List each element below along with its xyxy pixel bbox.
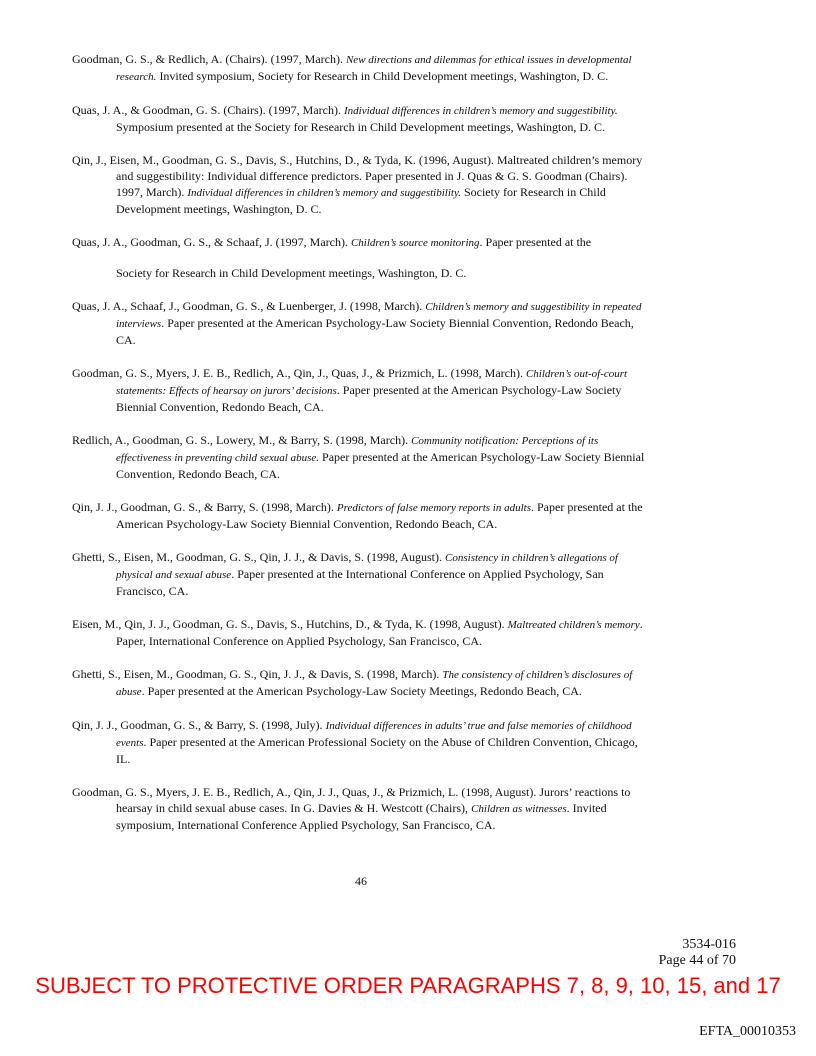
reference-entry: Ghetti, S., Eisen, M., Goodman, G. S., Qin, J. J., & Davis, S. (1998, March). The consistency of children’s disclosures of abuse. Paper presented at the American Psychology-Law Society Meetings, Redondo Beach, CA. — [72, 667, 633, 698]
case-number: 3534-016 — [682, 937, 736, 952]
reference-entry: Ghetti, S., Eisen, M., Goodman, G. S., Qin, J. J., & Davis, S. (1998, August). Consistency in children’s allegations of physical and sexual abuse. Paper presented at the International Conference on Applied Psychology, San Francisco, CA. — [72, 550, 618, 598]
reference-entry: Quas, J. A., & Goodman, G. S. (Chairs). (1997, March). Individual differences in children’s memory and suggestibility. Symposium presented at the Society for Research in Child Development meetings, Washington, D. C. — [72, 103, 618, 134]
page-number: 46 — [355, 874, 367, 888]
reference-list — [72, 51, 652, 850]
reference-entry: Quas, J. A., Goodman, G. S., & Schaaf, J. (1997, March). Children’s source monitoring. Paper presented at the — [72, 235, 592, 249]
reference-entry: Qin, J., Eisen, M., Goodman, G. S., Davis, S., Hutchins, D., & Tyda, K. (1996, August). Maltreated children’s memory and suggestibility: Individual difference predictors. Paper presented in J. Quas & G. S. Goodman (Chairs). 1997, March). Individual differences in children’s memory and suggestibility. Society for Research in Child Development meetings, Washington, D. C. — [72, 153, 643, 216]
reference-entry: Goodman, G. S., Myers, J. E. B., Redlich, A., Qin, J. J., Quas, J., & Prizmich, L. (1998, August). Jurors’ reactions to hearsay in child sexual abuse cases. In G. Davies & H. Westcott (Chairs), Children as witnesses. Invited symposium, International Conference Applied Psychology, San Francisco, CA. — [72, 785, 631, 832]
case-info — [659, 937, 736, 969]
reference-entry: Redlich, A., Goodman, G. S., Lowery, M., & Barry, S. (1998, March). Community notification: Perceptions of its effectiveness in preventing child sexual abuse. Paper presented at the American Psychology-Law Society Biennial Convention, Redondo Beach, CA. — [72, 433, 645, 481]
reference-entry: Qin, J. J., Goodman, G. S., & Barry, S. (1998, July). Individual differences in adults’ true and false memories of childhood events. Paper presented at the American Professional Society on the Abuse of Children Convention, Chicago, IL. — [72, 718, 638, 766]
reference-entry: Quas, J. A., Schaaf, J., Goodman, G. S., & Luenberger, J. (1998, March). Children’s memory and suggestibility in repeated interviews. Paper presented at the American Psychology-Law Society Biennial Convention, Redondo Beach, CA. — [72, 299, 642, 347]
reference-entry-continuation: Society for Research in Child Development meetings, Washington, D. C. — [116, 266, 467, 280]
page-of-count: Page 44 of 70 — [658, 953, 736, 968]
reference-entry: Goodman, G. S., & Redlich, A. (Chairs). (1997, March). New directions and dilemmas for ethical issues in developmental research. Invited symposium, Society for Research in Child Development meetings, Washington, D. C. — [72, 52, 632, 83]
reference-entry: Goodman, G. S., Myers, J. E. B., Redlich, A., Qin, J., Quas, J., & Prizmich, L. (1998, March). Children’s out-of-court statements: Effects of hearsay on jurors’ decisions. Paper presented at the American Psychology-Law Society Biennial Convention, Redondo Beach, CA. — [72, 366, 628, 414]
reference-entry: Eisen, M., Qin, J. J., Goodman, G. S., Davis, S., Hutchins, D., & Tyda, K. (1998, August). Maltreated children’s memory. Paper, International Conference on Applied Psychology, San Francisco, CA. — [72, 617, 643, 648]
reference-entry: Qin, J. J., Goodman, G. S., & Barry, S. (1998, March). Predictors of false memory reports in adults. Paper presented at the American Psychology-Law Society Biennial Convention, Redondo Beach, CA. — [72, 500, 643, 531]
protective-order-notice: SUBJECT TO PROTECTIVE ORDER PARAGRAPHS 7, 8, 9, 10, 15, and 17 — [35, 973, 781, 998]
efta-document-id: EFTA_00010353 — [699, 1024, 796, 1039]
